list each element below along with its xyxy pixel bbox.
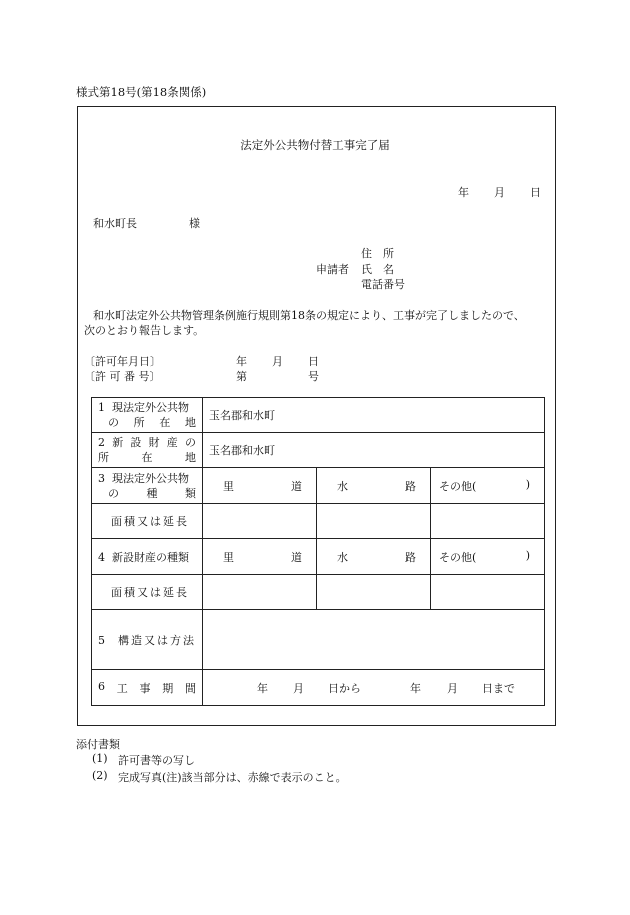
row2-label-b2: 地 bbox=[185, 451, 196, 464]
row3-option-road[interactable] bbox=[203, 468, 317, 504]
row2-label-a4: の bbox=[184, 436, 196, 449]
row1-label-b0: の bbox=[108, 416, 119, 429]
form-number: 様式第18号(第18条関係) bbox=[76, 85, 207, 99]
row2-label-a1: 設 bbox=[130, 436, 142, 449]
date-year-label: 年 bbox=[458, 186, 469, 199]
table-row bbox=[92, 433, 545, 468]
row4-option-road[interactable] bbox=[203, 539, 317, 575]
body-text-line1: 和水町法定外公共物管理条例施行規則第18条の規定により、工事が完了しましたので、 bbox=[93, 309, 525, 322]
row4-option-water[interactable] bbox=[317, 539, 431, 575]
row4-water-a: 水 bbox=[337, 550, 348, 564]
row2-label-b1: 在 bbox=[141, 451, 153, 464]
row1-label-a: 現法定外公共物 bbox=[112, 401, 189, 414]
applicant-name-label: 氏 名 bbox=[361, 263, 394, 276]
attachment-1-text: 許可書等の写し bbox=[118, 754, 195, 767]
row4-road-a: 里 bbox=[223, 550, 234, 564]
row4-num: 4 bbox=[98, 550, 105, 564]
row3-area-label: 面積又は延長 bbox=[92, 504, 203, 539]
row4-other: その他( bbox=[439, 550, 477, 564]
row2-label-a0: 新 bbox=[112, 436, 124, 449]
table-row bbox=[92, 670, 545, 706]
row3-num: 3 bbox=[98, 471, 105, 485]
row3-area-other-field[interactable] bbox=[431, 504, 545, 539]
row5-label: 構造又は方法 bbox=[118, 633, 196, 647]
row4-label-cell bbox=[92, 539, 203, 575]
row1-num: 1 bbox=[98, 401, 105, 414]
addressee-honorific: 様 bbox=[189, 217, 200, 230]
row6-from-day: 日から bbox=[328, 681, 361, 695]
permit-date-year: 年 bbox=[236, 355, 247, 368]
row1-label-b3: 地 bbox=[184, 416, 196, 429]
row3-option-water[interactable] bbox=[317, 468, 431, 504]
row5-num: 5 bbox=[98, 633, 107, 647]
row6-label0: 工 bbox=[116, 681, 128, 695]
row6-label2: 期 bbox=[162, 681, 174, 695]
applicant-label: 申請者 bbox=[316, 263, 349, 276]
row4-label: 新設財産の種類 bbox=[112, 550, 189, 564]
body-text-line2: 次のとおり報告します。 bbox=[84, 324, 205, 337]
row6-num: 6 bbox=[98, 679, 105, 693]
row2-label-b0: 所 bbox=[98, 451, 109, 464]
row4-other-close: ) bbox=[525, 548, 531, 562]
row5-structure-field[interactable] bbox=[203, 610, 545, 670]
permit-number-prefix: 第 bbox=[236, 370, 247, 383]
details-table bbox=[91, 397, 545, 706]
row6-to-year: 年 bbox=[410, 681, 421, 695]
row6-to-month: 月 bbox=[447, 681, 458, 695]
table-row bbox=[92, 575, 545, 610]
row3-label-b1: 種 bbox=[146, 486, 158, 500]
table-row bbox=[92, 398, 545, 433]
row6-label1: 事 bbox=[139, 681, 151, 695]
attachments-heading: 添付書類 bbox=[76, 738, 120, 751]
row3-label-a: 現法定外公共物 bbox=[112, 471, 189, 485]
row4-area-road-field[interactable] bbox=[203, 575, 317, 610]
row3-label-b0: の bbox=[108, 486, 119, 500]
row1-label-b1: 所 bbox=[133, 416, 145, 429]
table-row bbox=[92, 468, 545, 504]
row3-road-a: 里 bbox=[223, 479, 234, 493]
row6-from-year: 年 bbox=[257, 681, 268, 695]
row6-from-month: 月 bbox=[293, 681, 304, 695]
addressee-name: 和水町長 bbox=[93, 217, 137, 230]
row6-to-day: 日まで bbox=[482, 681, 515, 695]
row2-location-field[interactable]: 玉名郡和水町 bbox=[203, 433, 545, 468]
attachment-2-text: 完成写真(注)該当部分は、赤線で表示のこと。 bbox=[118, 771, 347, 784]
date-day-label: 日 bbox=[530, 186, 541, 199]
permit-number-suffix: 号 bbox=[308, 370, 319, 383]
applicant-phone-label: 電話番号 bbox=[361, 278, 405, 291]
row3-area-road-field[interactable] bbox=[203, 504, 317, 539]
document-title: 法定外公共物付替工事完了届 bbox=[240, 138, 390, 152]
row3-other: その他( bbox=[439, 479, 477, 493]
row1-label-b2: 在 bbox=[159, 416, 171, 429]
row3-water-b: 路 bbox=[405, 479, 416, 493]
applicant-address-label: 住 所 bbox=[361, 247, 394, 260]
row3-label-cell bbox=[92, 468, 203, 504]
attachment-1-num: (1) bbox=[92, 752, 108, 765]
row3-other-close: ) bbox=[525, 477, 531, 491]
row4-water-b: 路 bbox=[405, 550, 416, 564]
row4-area-water-field[interactable] bbox=[317, 575, 431, 610]
row6-period-field[interactable] bbox=[203, 670, 545, 706]
row3-water-a: 水 bbox=[337, 479, 348, 493]
row2-label-cell bbox=[92, 433, 203, 468]
attachment-2-num: (2) bbox=[92, 769, 108, 782]
row4-area-other-field[interactable] bbox=[431, 575, 545, 610]
row3-option-other[interactable] bbox=[431, 468, 545, 504]
table-row bbox=[92, 539, 545, 575]
row3-road-b: 道 bbox=[291, 479, 302, 493]
row4-road-b: 道 bbox=[291, 550, 302, 564]
row6-label-cell bbox=[92, 670, 203, 706]
table-row bbox=[92, 504, 545, 539]
date-month-label: 月 bbox=[494, 186, 505, 199]
permit-date-label: 〔許可年月日〕 bbox=[84, 355, 161, 368]
row5-label-cell bbox=[92, 610, 203, 670]
row4-option-other[interactable] bbox=[431, 539, 545, 575]
permit-date-day: 日 bbox=[308, 355, 319, 368]
row1-label-cell bbox=[92, 398, 203, 433]
row2-label-a2: 財 bbox=[148, 436, 160, 449]
permit-date-month: 月 bbox=[272, 355, 283, 368]
table-row bbox=[92, 610, 545, 670]
row2-label-a3: 産 bbox=[166, 436, 178, 449]
row6-label3: 間 bbox=[185, 681, 196, 695]
row2-num: 2 bbox=[98, 436, 105, 449]
permit-number-label: 〔許 可 番 号〕 bbox=[84, 370, 161, 383]
row3-area-water-field[interactable] bbox=[317, 504, 431, 539]
row4-area-label: 面積又は延長 bbox=[92, 575, 203, 610]
row3-label-b2: 類 bbox=[185, 486, 196, 500]
row1-location-field[interactable]: 玉名郡和水町 bbox=[203, 398, 545, 433]
